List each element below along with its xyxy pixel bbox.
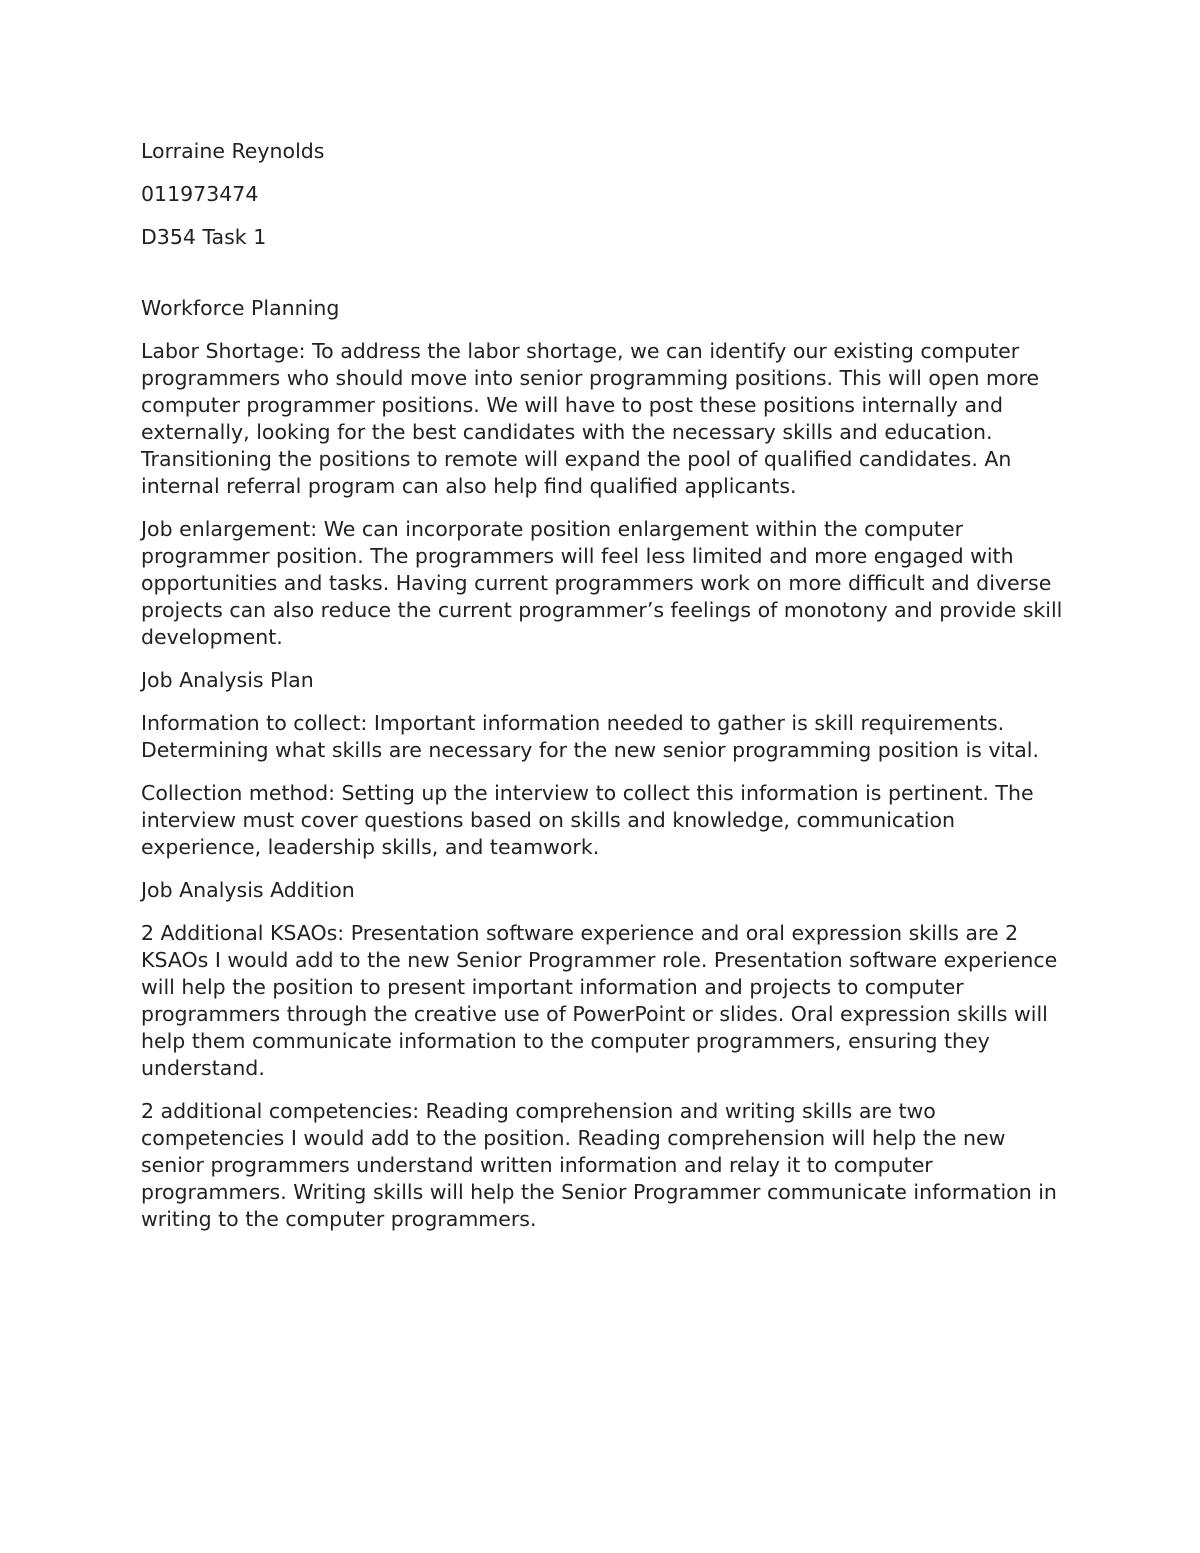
document-page [141,138,1071,1249]
heading-workforce-planning: Workforce Planning [141,296,340,320]
paragraph-information-to-collect: Information to collect: Important information needed to gather is skill requirements. Determining what skills are necessary for the new senior programming position is vital. [141,711,1040,762]
paragraph-additional-ksaos: 2 Additional KSAOs: Presentation software experience and oral expression skills are 2 KSAOs I would add to the new Senior Programmer role. Presentation software experience will help the position to present important information and projects to computer programmers through the creative use of PowerPoint or slides. Oral expression skills will help them communicate information to the computer programmers, ensuring they understand. [141,921,1058,1080]
task-title: D354 Task 1 [141,225,267,249]
paragraph-labor-shortage: Labor Shortage: To address the labor shortage, we can identify our existing computer programmers who should move into senior programming positions. This will open more computer programmer positions. We will have to post these positions internally and externally, looking for the best candidates with the necessary skills and education. Transitioning the positions to remote will expand the pool of qualified candidates. An internal referral program can also help find qualified applicants. [141,339,1040,498]
author-name: Lorraine Reynolds [141,139,325,163]
heading-job-analysis-plan: Job Analysis Plan [141,668,314,692]
paragraph-job-enlargement: Job enlargement: We can incorporate position enlargement within the computer programmer position. The programmers will feel less limited and more engaged with opportunities and tasks. Having current programmers work on more difficult and diverse projects can also reduce the current programmer’s feelings of monotony and provide skill development. [141,517,1063,649]
paragraph-additional-competencies: 2 additional competencies: Reading comprehension and writing skills are two competencies I would add to the position. Reading comprehension will help the new senior programmers understand written information and relay it to computer programmers. Writing skills will help the Senior Programmer communicate information in writing to the computer programmers. [141,1099,1057,1231]
blank-line [141,267,1071,295]
paragraph-collection-method: Collection method: Setting up the interview to collect this information is pertinent. The interview must cover questions based on skills and knowledge, communication experience, leadership skills, and teamwork. [141,781,1034,859]
student-id: 011973474 [141,182,259,206]
heading-job-analysis-addition: Job Analysis Addition [141,878,355,902]
